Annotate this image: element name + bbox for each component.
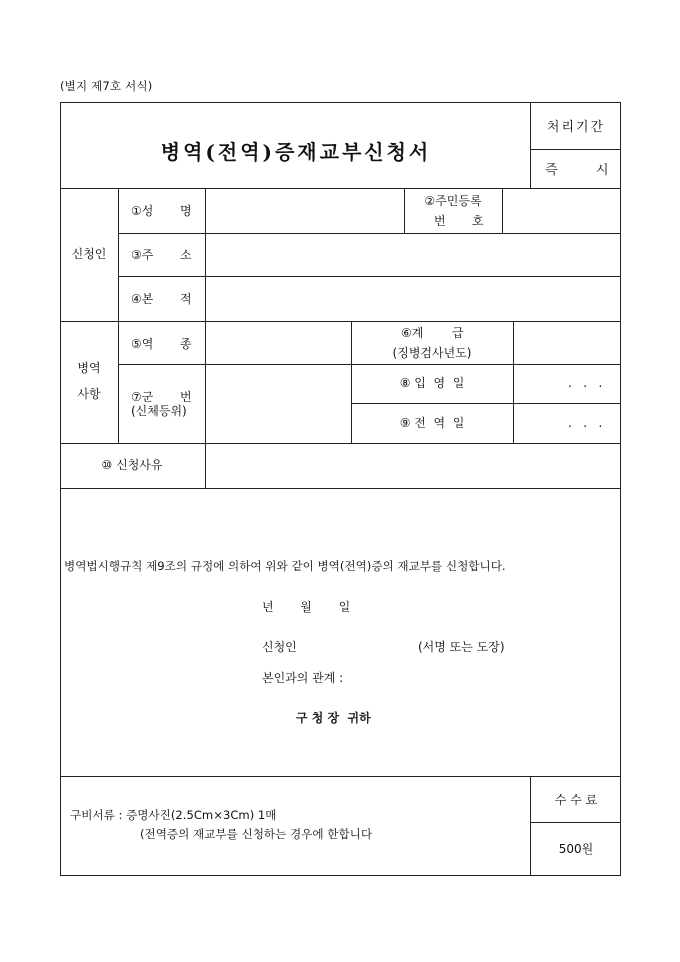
rank-label: ⑥계 [401, 326, 424, 340]
service-number-label: ⑦군 [131, 390, 154, 404]
grid-line [118, 276, 621, 277]
enlistment-date-field[interactable]: . . . [568, 376, 603, 390]
resident-number-label: ②주민등록 [424, 194, 482, 208]
grid-line [60, 488, 621, 489]
applicant-section-label: 신청인 [71, 247, 107, 261]
grid-line [530, 776, 531, 876]
grid-line [60, 188, 621, 189]
processing-period-value: 시 [596, 163, 609, 178]
address-label: ③주 [131, 248, 154, 262]
grid-line [513, 321, 514, 443]
form-title: 병역(전역)증재교부신청서 [160, 140, 432, 164]
required-documents: 구비서류 : 증명사진(2.5Cm×3Cm) 1매 [70, 808, 277, 822]
reason-label: ⑩ 신청사유 [101, 458, 163, 472]
name-label: ①성 [131, 204, 154, 218]
military-section-label: 사항 [77, 387, 101, 401]
grid-line [205, 188, 206, 488]
processing-period-value: 즉 [545, 163, 558, 178]
service-type-label: ⑤역 [131, 337, 154, 351]
fee-header: 수 수 료 [554, 793, 598, 807]
resident-number-label: 호 [472, 214, 484, 228]
grid-line [530, 102, 531, 188]
name-label: 명 [180, 204, 192, 218]
grid-line [530, 822, 621, 823]
signer-label: 신청인 [262, 640, 297, 654]
grid-line [502, 188, 503, 233]
resident-number-label: 번 [434, 214, 446, 228]
application-form [60, 102, 621, 876]
processing-period-header: 처리기간 [546, 120, 606, 135]
military-section-label: 병역 [77, 361, 101, 375]
relation-label: 본인과의 관계 : [262, 671, 344, 685]
required-documents-note: (전역증의 재교부를 신청하는 경우에 한합니다 [140, 827, 373, 841]
declaration-statement: 병역법시행규칙 제9조의 규정에 의하여 위와 같이 병역(전역)증의 재교부를 신청합니다. [64, 559, 506, 573]
discharge-date-field[interactable]: . . . [568, 416, 603, 430]
domicile-label: 적 [180, 292, 192, 306]
grid-line [351, 321, 352, 443]
form-number: (별지 제7호 서식) [60, 79, 153, 93]
grid-line [530, 149, 621, 150]
service-number-label: (신체등위) [131, 404, 187, 418]
rank-label: (징병검사년도) [392, 346, 472, 360]
addressee: 구 청 장 귀하 [296, 711, 371, 725]
rank-label: 급 [452, 326, 464, 340]
fee-amount: 500원 [558, 842, 594, 856]
grid-line [118, 364, 621, 365]
grid-line [60, 776, 621, 777]
discharge-date-label: ⑨ 전 역 일 [399, 416, 465, 430]
grid-line [404, 188, 405, 233]
date-line: 년 월 일 [262, 600, 351, 614]
address-label: 소 [180, 248, 192, 262]
signature-hint: (서명 또는 도장) [418, 640, 505, 654]
grid-line [118, 188, 119, 443]
enlistment-date-label: ⑧ 입 영 일 [399, 376, 465, 390]
service-type-label: 종 [180, 337, 192, 351]
domicile-label: ④본 [131, 292, 154, 306]
grid-line [60, 443, 621, 444]
grid-line [60, 321, 621, 322]
grid-line [118, 233, 621, 234]
grid-line [351, 403, 621, 404]
service-number-label: 번 [180, 390, 192, 404]
